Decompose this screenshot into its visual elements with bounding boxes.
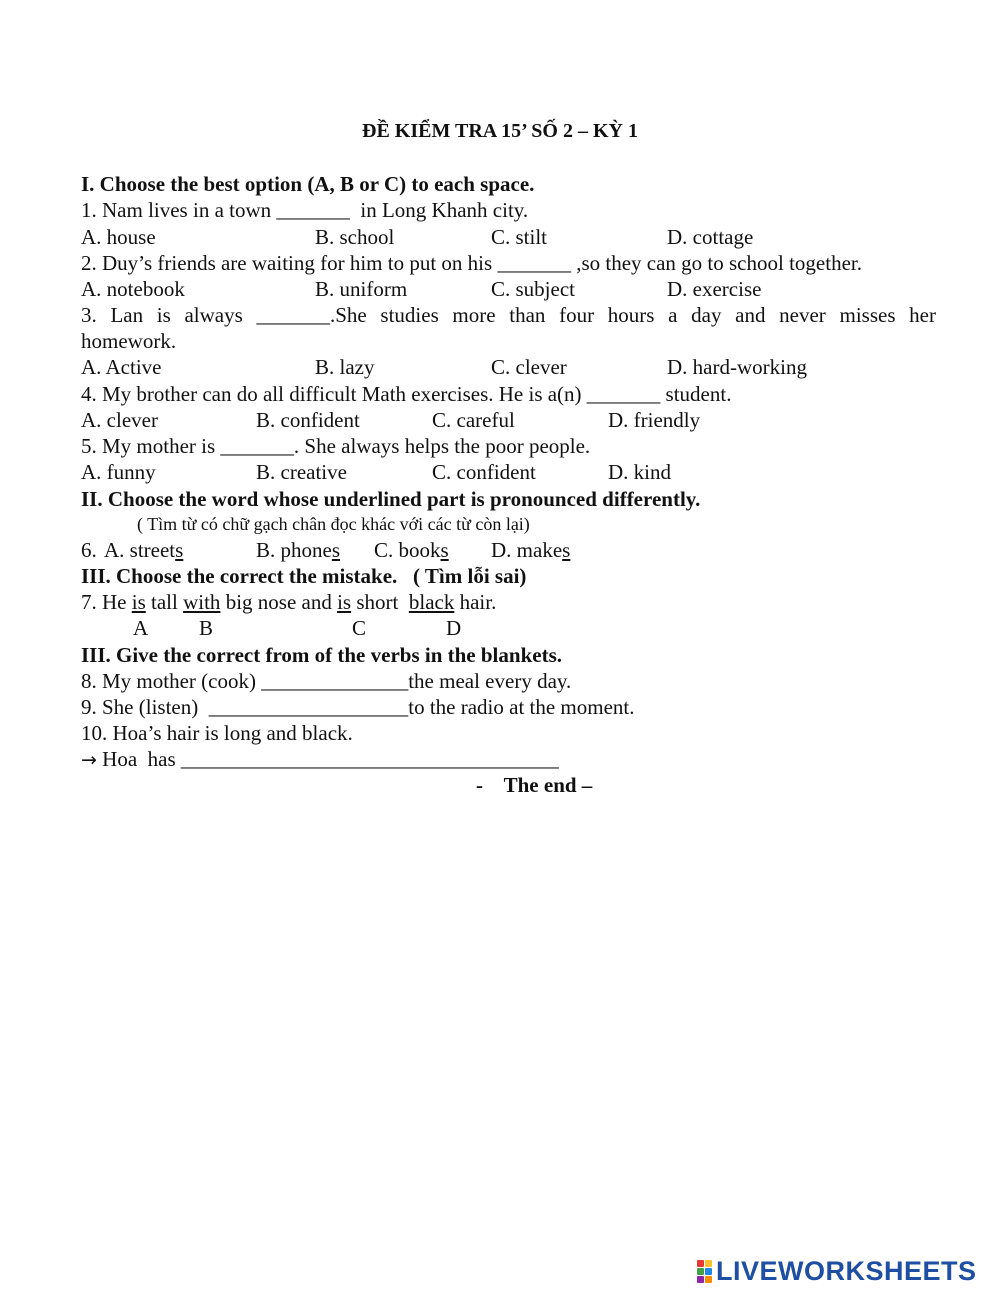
q3-option-d[interactable]: D. hard-working [667,355,807,379]
q2-option-a[interactable]: A. notebook [81,277,185,301]
q5-option-a[interactable]: A. funny [81,460,156,484]
section-2-subheading: ( Tìm từ có chữ gạch chân đọc khác với các từ còn lại) [137,514,530,534]
question-8: 8. My mother (cook) ______________the meal every day. [81,669,572,693]
question-3-line2: homework. [81,329,177,353]
q6-option-c[interactable]: C. books [374,538,449,562]
q1-option-c[interactable]: C. stilt [491,225,548,249]
q4-option-d[interactable]: D. friendly [608,408,701,432]
q4-option-a[interactable]: A. clever [81,408,158,432]
q1-option-b[interactable]: B. school [315,225,395,249]
q7-letter-b: B [199,616,214,640]
q6-number: 6. [81,538,97,562]
liveworksheets-logo-icon [697,1260,712,1283]
q2-option-b[interactable]: B. uniform [315,277,408,301]
q5-option-d[interactable]: D. kind [608,460,671,484]
question-1: 1. Nam lives in a town _______ in Long Khanh city. [81,198,529,222]
q7-letter-a: A [133,616,149,640]
q1-option-d[interactable]: D. cottage [667,225,754,249]
arrow-right-icon: → [81,749,97,771]
q4-option-b[interactable]: B. confident [256,408,360,432]
q2-option-c[interactable]: C. subject [491,277,575,301]
section-1-heading: I. Choose the best option (A, B or C) to each space. [81,172,535,196]
question-9: 9. She (listen) ___________________to the radio at the moment. [81,695,635,719]
the-end: - The end – [476,773,593,797]
q7-part-a[interactable]: is [131,590,146,614]
q6-option-d[interactable]: D. makes [491,538,571,562]
liveworksheets-logo [697,1256,977,1286]
logo-text: LIVEWORKSHEETS [716,1255,977,1286]
q2-option-d[interactable]: D. exercise [667,277,762,301]
q7-part-d[interactable]: black [408,590,455,614]
question-10: 10. Hoa’s hair is long and black. [81,721,353,745]
question-5: 5. My mother is _______. She always helps the poor people. [81,434,591,458]
q6-option-a[interactable]: A. streets [104,538,184,562]
section-4-heading: III. Give the correct from of the verbs in the blankets. [81,643,562,667]
question-4: 4. My brother can do all difficult Math exercises. He is a(n) _______ student. [81,382,732,406]
q7-part-c[interactable]: is [337,590,352,614]
section-2-heading: II. Choose the word whose underlined part is pronounced differently. [81,487,701,511]
question-3-line1: 3. Lan is always _______.She studies more than four hours a day and never misses her [81,303,936,327]
q7-letter-c: C [352,616,367,640]
q3-option-c[interactable]: C. clever [491,355,567,379]
q1-option-a[interactable]: A. house [81,225,156,249]
question-10-answer: → Hoa has ____________________________________ [81,747,559,771]
q4-option-c[interactable]: C. careful [432,408,515,432]
question-7: 7. He is tall with big nose and is short black hair. [81,590,497,614]
q5-option-b[interactable]: B. creative [256,460,347,484]
q7-part-b[interactable]: with [183,590,221,614]
question-2: 2. Duy’s friends are waiting for him to put on his _______ ,so they can go to school together. [81,251,862,275]
q7-letter-d: D [446,616,462,640]
q3-option-b[interactable]: B. lazy [315,355,375,379]
q3-option-a[interactable]: A. Active [81,355,162,379]
q6-option-b[interactable]: B. phones [256,538,341,562]
q5-option-c[interactable]: C. confident [432,460,536,484]
section-3-heading: III. Choose the correct the mistake. ( Tìm lỗi sai) [81,564,527,588]
page-title: ĐỀ KIỂM TRA 15’ SỐ 2 – KỲ 1 [362,120,638,142]
